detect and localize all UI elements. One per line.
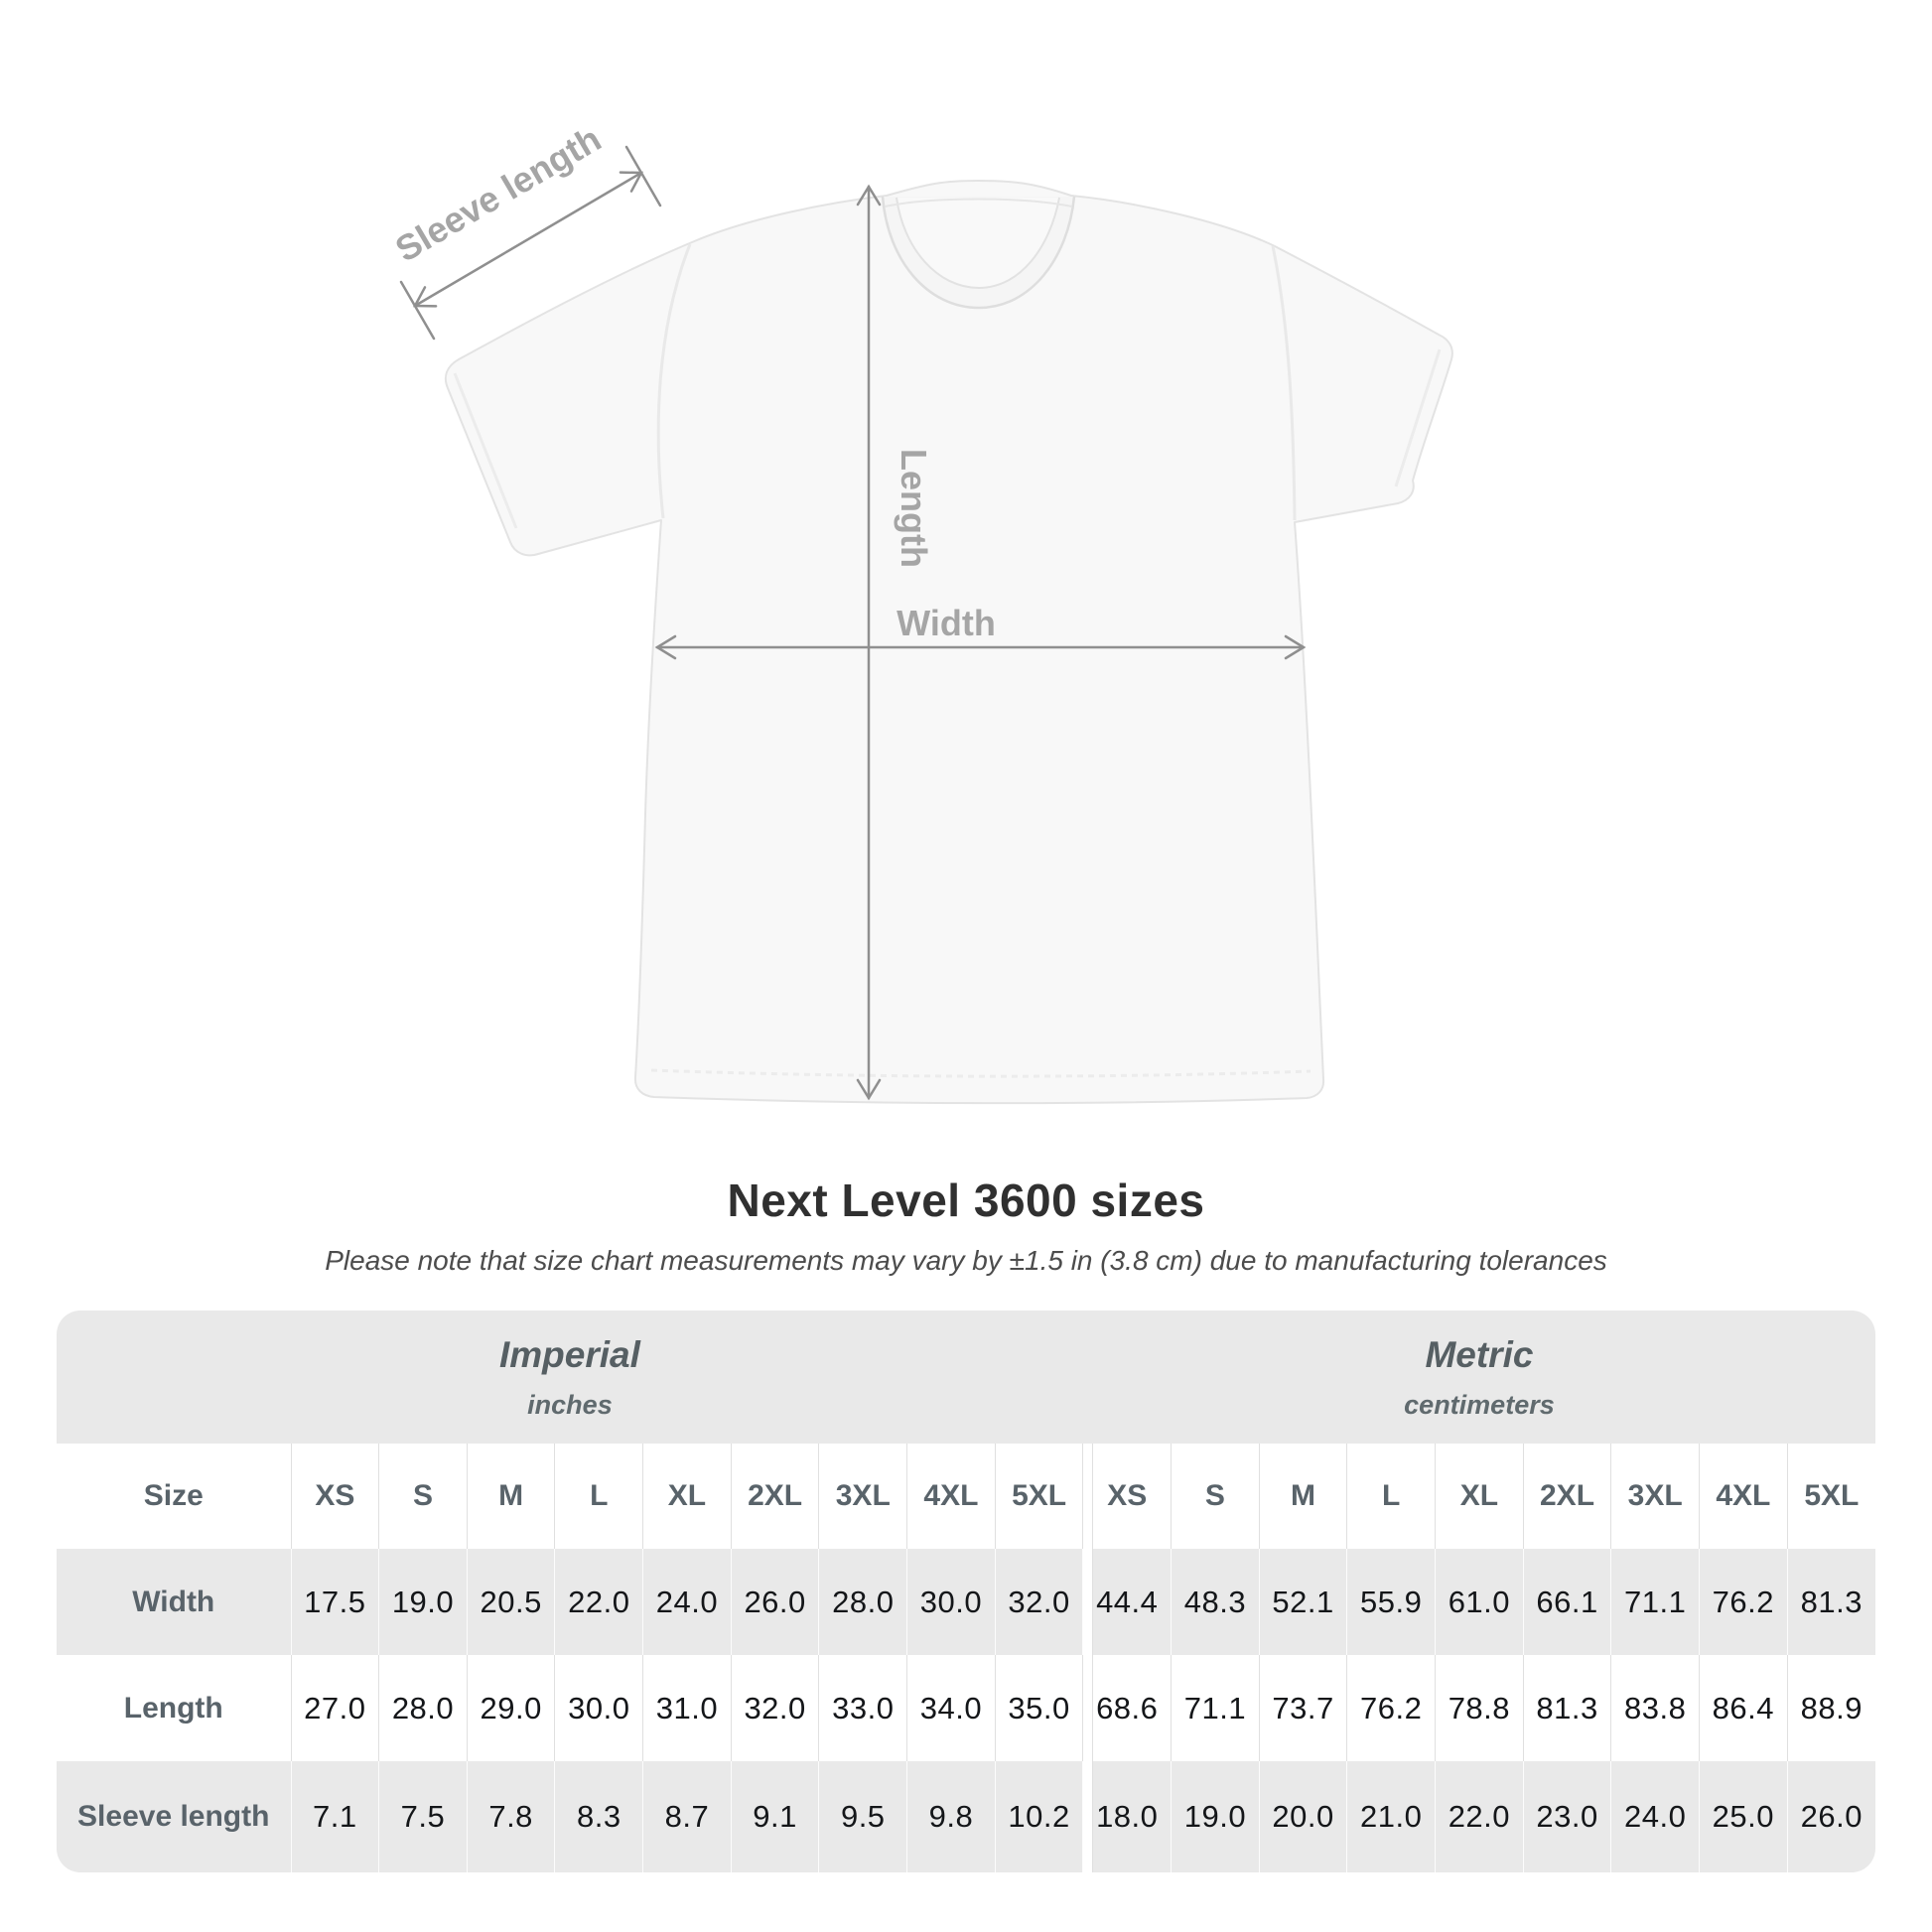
cell-imperial-3xl: 33.0 (819, 1655, 907, 1761)
size-corner-label: Size (57, 1444, 291, 1549)
cell-imperial-m: 29.0 (467, 1655, 555, 1761)
size-col-metric-s: S (1172, 1444, 1260, 1549)
cell-metric-xs: 68.6 (1083, 1655, 1172, 1761)
size-col-metric-4xl: 4XL (1700, 1444, 1788, 1549)
size-col-metric-3xl: 3XL (1611, 1444, 1700, 1549)
sleeve-length-tick-top (626, 147, 660, 206)
cell-metric-4xl: 86.4 (1700, 1655, 1788, 1761)
cell-metric-3xl: 83.8 (1611, 1655, 1700, 1761)
cell-metric-s: 19.0 (1172, 1761, 1260, 1872)
table-row-length (57, 1655, 1875, 1761)
cell-imperial-xs: 27.0 (291, 1655, 379, 1761)
cell-imperial-4xl: 30.0 (907, 1549, 996, 1655)
cell-imperial-2xl: 9.1 (731, 1761, 819, 1872)
metric-header (1083, 1311, 1875, 1444)
cell-metric-2xl: 81.3 (1523, 1655, 1611, 1761)
size-col-imperial-4xl: 4XL (907, 1444, 996, 1549)
cell-imperial-5xl: 10.2 (995, 1761, 1083, 1872)
cell-imperial-3xl: 28.0 (819, 1549, 907, 1655)
cell-imperial-xl: 31.0 (643, 1655, 732, 1761)
row-label: Width (132, 1585, 215, 1618)
page-title: Next Level 3600 sizes (727, 1174, 1205, 1226)
cell-imperial-3xl: 9.5 (819, 1761, 907, 1872)
cell-metric-5xl: 26.0 (1787, 1761, 1875, 1872)
cell-imperial-xl: 24.0 (643, 1549, 732, 1655)
size-col-metric-xl: XL (1436, 1444, 1524, 1549)
cell-metric-3xl: 24.0 (1611, 1761, 1700, 1872)
size-col-imperial-l: L (555, 1444, 643, 1549)
cell-metric-l: 21.0 (1347, 1761, 1436, 1872)
row-label: Length (123, 1691, 223, 1725)
cell-imperial-xs: 17.5 (291, 1549, 379, 1655)
cell-metric-5xl: 81.3 (1787, 1549, 1875, 1655)
cell-imperial-m: 20.5 (467, 1549, 555, 1655)
cell-imperial-l: 30.0 (555, 1655, 643, 1761)
size-chart-table-container (57, 1311, 1875, 1872)
cell-imperial-s: 19.0 (379, 1549, 468, 1655)
cell-metric-s: 71.1 (1172, 1655, 1260, 1761)
cell-metric-m: 73.7 (1259, 1655, 1347, 1761)
cell-metric-xl: 22.0 (1436, 1761, 1524, 1872)
cell-imperial-2xl: 32.0 (731, 1655, 819, 1761)
size-col-metric-2xl: 2XL (1523, 1444, 1611, 1549)
size-col-metric-5xl: 5XL (1787, 1444, 1875, 1549)
size-col-imperial-m: M (467, 1444, 555, 1549)
size-chart-table (57, 1311, 1875, 1872)
table-row-width (57, 1549, 1875, 1655)
size-col-metric-l: L (1347, 1444, 1436, 1549)
size-col-metric-xs: XS (1083, 1444, 1172, 1549)
size-col-imperial-2xl: 2XL (731, 1444, 819, 1549)
cell-imperial-m: 7.8 (467, 1761, 555, 1872)
size-col-imperial-xl: XL (643, 1444, 732, 1549)
size-col-imperial-5xl: 5XL (995, 1444, 1083, 1549)
cell-metric-xs: 18.0 (1083, 1761, 1172, 1872)
cell-metric-xs: 44.4 (1083, 1549, 1172, 1655)
cell-imperial-s: 28.0 (379, 1655, 468, 1761)
cell-metric-m: 52.1 (1259, 1549, 1347, 1655)
length-label: Length (894, 449, 934, 568)
tolerance-note: Please note that size chart measurements may vary by ±1.5 in (3.8 cm) due to manufacturing tolerances (325, 1245, 1607, 1276)
metric-header-unit: centimeters (1404, 1389, 1555, 1420)
cell-imperial-l: 22.0 (555, 1549, 643, 1655)
cell-metric-l: 76.2 (1347, 1655, 1436, 1761)
cell-metric-l: 55.9 (1347, 1549, 1436, 1655)
cell-imperial-xs: 7.1 (291, 1761, 379, 1872)
unit-header-row (57, 1311, 1875, 1444)
cell-metric-2xl: 23.0 (1523, 1761, 1611, 1872)
cell-imperial-l: 8.3 (555, 1761, 643, 1872)
table-row-sleeve-length (57, 1761, 1875, 1872)
row-label: Sleeve length (77, 1800, 270, 1833)
sleeve-length-label: Sleeve length (388, 117, 609, 270)
cell-metric-3xl: 71.1 (1611, 1549, 1700, 1655)
cell-metric-xl: 61.0 (1436, 1549, 1524, 1655)
imperial-header-unit: inches (527, 1389, 613, 1420)
cell-imperial-xl: 8.7 (643, 1761, 732, 1872)
cell-imperial-5xl: 35.0 (995, 1655, 1083, 1761)
size-col-imperial-s: S (379, 1444, 468, 1549)
size-header-row (57, 1444, 1875, 1549)
cell-imperial-2xl: 26.0 (731, 1549, 819, 1655)
size-col-imperial-xs: XS (291, 1444, 379, 1549)
imperial-header (57, 1311, 1083, 1444)
cell-imperial-s: 7.5 (379, 1761, 468, 1872)
size-col-metric-m: M (1259, 1444, 1347, 1549)
cell-imperial-5xl: 32.0 (995, 1549, 1083, 1655)
size-col-imperial-3xl: 3XL (819, 1444, 907, 1549)
cell-metric-4xl: 76.2 (1700, 1549, 1788, 1655)
imperial-header-name: Imperial (499, 1333, 640, 1375)
cell-metric-m: 20.0 (1259, 1761, 1347, 1872)
cell-metric-s: 48.3 (1172, 1549, 1260, 1655)
cell-metric-2xl: 66.1 (1523, 1549, 1611, 1655)
cell-metric-4xl: 25.0 (1700, 1761, 1788, 1872)
cell-imperial-4xl: 34.0 (907, 1655, 996, 1761)
metric-header-name: Metric (1425, 1333, 1534, 1375)
cell-metric-5xl: 88.9 (1787, 1655, 1875, 1761)
width-label: Width (897, 603, 996, 643)
cell-metric-xl: 78.8 (1436, 1655, 1524, 1761)
cell-imperial-4xl: 9.8 (907, 1761, 996, 1872)
sleeve-length-tick-bottom (401, 282, 434, 339)
